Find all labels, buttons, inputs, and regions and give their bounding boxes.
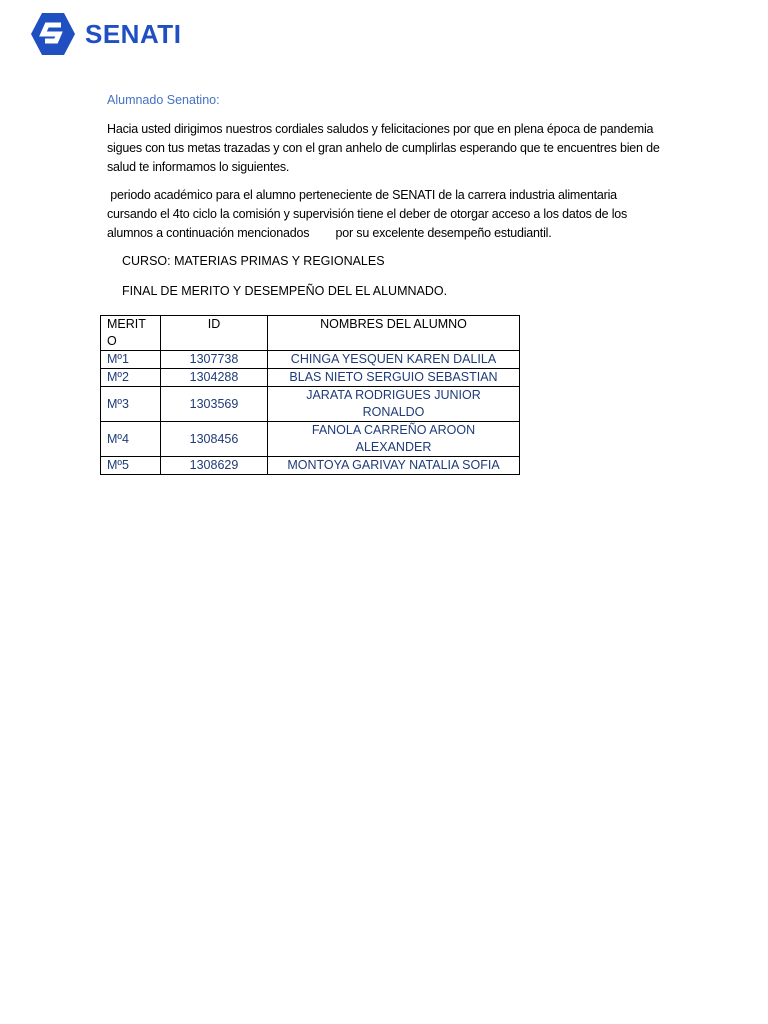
table-row — [101, 457, 520, 475]
academic-paragraph: periodo académico para el alumno perteneciente de SENATI de la carrera industria alimentaria cursando el 4to ciclo la comisión y supervisión tiene el deber de otorgar acceso a los datos de los alumnos a continuación mencionados por su excelente desempeño estudiantil. — [107, 188, 631, 240]
logo-text: SENATI — [85, 18, 182, 49]
table-row — [101, 369, 520, 387]
course-line: CURSO: MATERIAS PRIMAS Y REGIONALES — [122, 254, 385, 268]
merit-cell: Mº2 — [101, 369, 161, 387]
merit-cell: Mº4 — [101, 422, 161, 457]
table-row — [101, 422, 520, 457]
name-cell: FANOLA CARREÑO AROON ALEXANDER — [268, 422, 520, 457]
id-cell: 1307738 — [161, 351, 268, 369]
name-cell: MONTOYA GARIVAY NATALIA SOFIA — [268, 457, 520, 475]
table-row — [101, 387, 520, 422]
intro-paragraph: Hacia usted dirigimos nuestros cordiales saludos y felicitaciones por que en plena época de pandemia sigues con tus metas trazadas y con el gran anhelo de cumplirlas esperando que te encuentres bien de salud te informamos lo siguientes. — [107, 122, 660, 174]
senati-hexagon-icon — [30, 12, 76, 56]
table-header-row — [101, 316, 520, 351]
header-merit: MERIT O — [101, 316, 161, 351]
senati-logo — [30, 12, 181, 56]
merit-cell: Mº1 — [101, 351, 161, 369]
name-cell: CHINGA YESQUEN KAREN DALILA — [268, 351, 520, 369]
merit-cell: Mº5 — [101, 457, 161, 475]
greeting: Alumnado Senatino: — [107, 93, 220, 107]
id-cell: 1308456 — [161, 422, 268, 457]
merit-table — [100, 315, 520, 475]
id-cell: 1303569 — [161, 387, 268, 422]
final-merit-line: FINAL DE MERITO Y DESEMPEÑO DEL EL ALUMNADO. — [122, 284, 448, 298]
merit-cell: Mº3 — [101, 387, 161, 422]
header-names: NOMBRES DEL ALUMNO — [268, 316, 520, 351]
table-row — [101, 351, 520, 369]
id-cell: 1304288 — [161, 369, 268, 387]
name-cell: JARATA RODRIGUES JUNIOR RONALDO — [268, 387, 520, 422]
name-cell: BLAS NIETO SERGUIO SEBASTIAN — [268, 369, 520, 387]
id-cell: 1308629 — [161, 457, 268, 475]
header-id: ID — [161, 316, 268, 351]
